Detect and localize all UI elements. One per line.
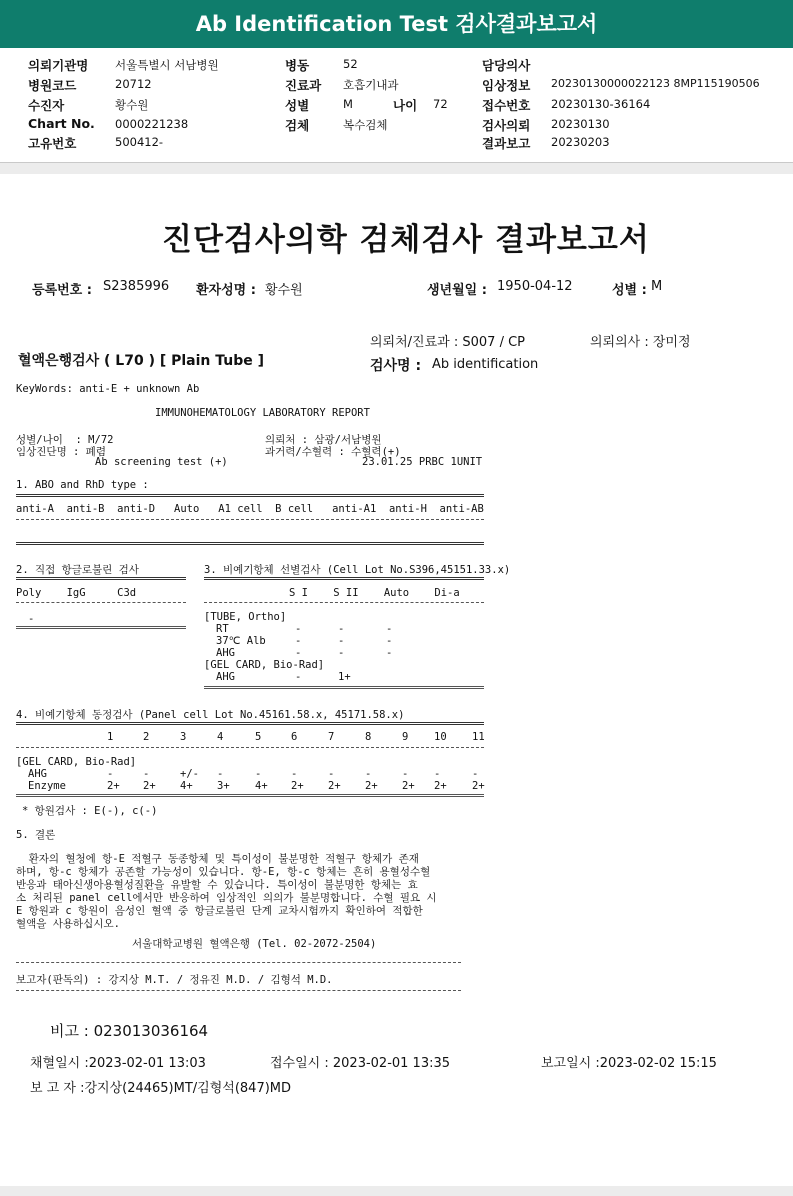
divider xyxy=(16,577,186,580)
info-label-age: 나이 xyxy=(393,98,418,113)
panel-ahg-cell-2: - xyxy=(143,768,150,780)
divider xyxy=(204,602,484,603)
panel-enzyme-cell-8: 2+ xyxy=(365,780,378,792)
panel-column-header-4: 4 xyxy=(217,731,224,743)
info-label-patient: 수진자 xyxy=(28,98,65,113)
panel-enzyme-cell-10: 2+ xyxy=(434,780,447,792)
info-label-department: 진료과 xyxy=(285,78,322,93)
report-time: 보고일시 :2023-02-02 15:15 xyxy=(541,1056,717,1071)
reg-no-label: 등록번호 : xyxy=(32,283,92,298)
dob-label: 생년월일 : xyxy=(427,283,487,298)
info-value-clinical-info: 20230130000022123 8MP115190506 xyxy=(551,77,760,90)
info-value-department: 호흡기내과 xyxy=(343,78,399,92)
sex-label: 성별 : xyxy=(612,283,647,298)
ahg-auto: - xyxy=(386,647,393,659)
patient-name-value: 황수원 xyxy=(265,283,303,298)
reg-no-value: S2385996 xyxy=(103,279,170,294)
panel-column-header-8: 8 xyxy=(365,731,372,743)
keywords: KeyWords: anti-E + unknown Ab xyxy=(16,383,200,395)
panel-enzyme-cell-2: 2+ xyxy=(143,780,156,792)
info-value-institution: 서울특별시 서남병원 xyxy=(115,58,219,72)
screening-table-header: S I S II Auto Di-a xyxy=(289,587,460,599)
conclusion-line: 혈액을 사용하십시오. xyxy=(16,918,120,930)
panel-ahg-label: AHG xyxy=(28,768,47,780)
section-title: 혈액은행검사 ( L70 ) [ Plain Tube ] xyxy=(18,353,265,369)
panel-ahg-cell-4: - xyxy=(217,768,224,780)
gel-sii: 1+ xyxy=(338,671,351,683)
divider xyxy=(204,577,484,580)
diagnosis-line: 임상진단명 : 폐렴 xyxy=(16,446,106,458)
report-title: 진단검사의학 검체검사 결과보고서 xyxy=(162,222,650,258)
patient-name-label: 환자성명 : xyxy=(196,283,256,298)
gel-ahg-label: AHG xyxy=(216,671,235,683)
dat-table-header: Poly IgG C3d xyxy=(16,587,137,599)
panel-ahg-cell-3: +/- xyxy=(180,768,199,780)
dat-result: - xyxy=(28,613,35,625)
info-label-hospital-code: 병원코드 xyxy=(28,78,77,93)
screening-section-title: 3. 비예기항체 선별검사 (Cell Lot No.S396,45151.33.x) xyxy=(204,564,511,576)
alb-label: 37℃ Alb xyxy=(216,635,266,647)
info-label-ward: 병동 xyxy=(285,58,310,73)
panel-enzyme-cell-11: 2+ xyxy=(472,780,485,792)
info-value-sex: M xyxy=(343,97,353,111)
divider xyxy=(16,722,484,725)
info-value-patient: 황수원 xyxy=(115,98,149,112)
info-value-unique-no: 500412- xyxy=(115,135,164,149)
info-value-hospital-code: 20712 xyxy=(115,77,152,91)
info-value-specimen: 복수검체 xyxy=(343,118,388,132)
info-label-requested: 검사의뢰 xyxy=(482,118,531,133)
panel-column-header-3: 3 xyxy=(180,731,187,743)
info-label-physician: 담당의사 xyxy=(482,58,531,73)
tube-method-label: [TUBE, Ortho] xyxy=(204,611,287,623)
abo-table-header: anti-A anti-B anti-D Auto A1 cell B cell anti-A1 anti-H anti-AB xyxy=(16,503,484,515)
panel-ahg-cell-1: - xyxy=(107,768,114,780)
divider xyxy=(16,494,484,497)
gel-si: - xyxy=(295,671,302,683)
rt-sii: - xyxy=(338,623,345,635)
dob-value: 1950-04-12 xyxy=(497,279,573,294)
divider xyxy=(16,626,186,629)
test-name-value: Ab identification xyxy=(432,357,539,372)
divider xyxy=(16,542,484,545)
panel-column-header-7: 7 xyxy=(328,731,335,743)
info-value-receipt-no: 20230130-36164 xyxy=(551,97,651,111)
info-label-specimen: 검체 xyxy=(285,118,310,133)
panel-column-header-10: 10 xyxy=(434,731,447,743)
alb-sii: - xyxy=(338,635,345,647)
panel-column-header-9: 9 xyxy=(402,731,409,743)
alb-auto: - xyxy=(386,635,393,647)
panel-ahg-cell-7: - xyxy=(328,768,335,780)
panel-enzyme-cell-5: 4+ xyxy=(255,780,268,792)
panel-enzyme-cell-4: 3+ xyxy=(217,780,230,792)
report-banner-title: Ab Identification Test 검사결과보고서 xyxy=(0,0,793,48)
panel-enzyme-cell-6: 2+ xyxy=(291,780,304,792)
blood-bank-contact: 서울대학교병원 혈액은행 (Tel. 02-2072-2504) xyxy=(132,938,377,950)
info-label-clinical-info: 임상정보 xyxy=(482,78,531,93)
info-value-requested: 20230130 xyxy=(551,117,610,131)
receipt-time: 접수일시 : 2023-02-01 13:35 xyxy=(270,1056,451,1071)
info-label-sex: 성별 xyxy=(285,98,310,113)
info-value-reported: 20230203 xyxy=(551,135,610,149)
panel-ahg-cell-11: - xyxy=(472,768,479,780)
ahg-label: AHG xyxy=(216,647,235,659)
requester-line: 의뢰처 : 삼광/서남병원 xyxy=(265,434,382,446)
divider xyxy=(16,519,484,520)
panel-ahg-cell-6: - xyxy=(291,768,298,780)
panel-ahg-cell-5: - xyxy=(255,768,262,780)
divider xyxy=(16,747,484,748)
screening-line: Ab screening test (+) xyxy=(95,456,228,468)
panel-enzyme-cell-7: 2+ xyxy=(328,780,341,792)
panel-enzyme-label: Enzyme xyxy=(28,780,66,792)
panel-column-header-11: 11 xyxy=(472,731,485,743)
test-name-label: 검사명 : xyxy=(370,358,422,374)
history-line: 과거력/수혈력 : 수혈력(+) xyxy=(265,446,401,458)
divider xyxy=(16,602,186,603)
scanned-report-page xyxy=(0,174,793,1186)
conclusion-title: 5. 결론 xyxy=(16,829,56,841)
dept-info: 의뢰처/진료과 : S007 / CP xyxy=(370,335,525,350)
divider xyxy=(16,794,484,797)
rt-auto: - xyxy=(386,623,393,635)
panel-column-header-2: 2 xyxy=(143,731,150,743)
gel-method-label: [GEL CARD, Bio-Rad] xyxy=(204,659,325,671)
sex-age-line: 성별/나이 : M/72 xyxy=(16,434,114,446)
ordering-doctor: 의뢰의사 : 장미정 xyxy=(590,335,691,350)
rt-si: - xyxy=(295,623,302,635)
conclusion-line: E 항원과 c 항원이 음성인 혈액 중 항글로불린 단계 교차시험까지 확인하여 적합한 xyxy=(16,905,423,917)
panel-ahg-cell-10: - xyxy=(434,768,441,780)
panel-column-header-5: 5 xyxy=(255,731,262,743)
panel-column-header-1: 1 xyxy=(107,731,114,743)
info-value-chart-no: 0000221238 xyxy=(115,117,189,131)
conclusion-line: 소 처리된 panel cell에서만 반응하여 임상적인 의의가 불분명합니다. 수혈 필요 시 xyxy=(16,892,437,904)
divider xyxy=(16,990,461,991)
info-label-receipt-no: 접수번호 xyxy=(482,98,531,113)
lab-report-title: IMMUNOHEMATOLOGY LABORATORY REPORT xyxy=(155,407,370,419)
patient-info-panel xyxy=(0,48,793,163)
panel-enzyme-cell-3: 4+ xyxy=(180,780,193,792)
panel-column-header-6: 6 xyxy=(291,731,298,743)
alb-si: - xyxy=(295,635,302,647)
divider xyxy=(16,962,461,963)
divider xyxy=(204,686,484,689)
panel-ahg-cell-8: - xyxy=(365,768,372,780)
panel-section-title: 4. 비예기항체 동정검사 (Panel cell Lot No.45161.58.x, 45171.58.x) xyxy=(16,709,405,721)
reporting-physicians: 보고자(판독의) : 강지상 M.T. / 정유진 M.D. / 김형석 M.D. xyxy=(16,974,333,986)
conclusion-line: 반응과 태아신생아용혈성질환을 유발할 수 있습니다. 특이성이 불분명한 항체는 효 xyxy=(16,879,418,891)
reporter-line: 보 고 자 :강지상(24465)MT/김형석(847)MD xyxy=(30,1081,292,1096)
info-label-unique-no: 고유번호 xyxy=(28,136,77,151)
transfusion-line: 23.01.25 PRBC 1UNIT xyxy=(362,456,483,468)
info-label-reported: 결과보고 xyxy=(482,136,531,151)
sex-value: M xyxy=(651,279,663,294)
antigen-test-line: * 항원검사 : E(-), c(-) xyxy=(22,805,158,817)
ahg-sii: - xyxy=(338,647,345,659)
panel-enzyme-cell-9: 2+ xyxy=(402,780,415,792)
panel-enzyme-cell-1: 2+ xyxy=(107,780,120,792)
collection-time: 채혈일시 :2023-02-01 13:03 xyxy=(30,1056,206,1071)
dat-section-title: 2. 직접 항글로불린 검사 xyxy=(16,564,139,576)
remarks: 비고 : 023013036164 xyxy=(50,1022,209,1040)
ahg-si: - xyxy=(295,647,302,659)
info-value-ward: 52 xyxy=(343,57,358,71)
info-value-age: 72 xyxy=(433,97,448,111)
rt-label: RT xyxy=(216,623,229,635)
info-label-institution: 의뢰기관명 xyxy=(28,58,89,73)
panel-ahg-cell-9: - xyxy=(402,768,409,780)
conclusion-line: 환자의 혈청에 항-E 적혈구 동종항체 및 특이성이 불분명한 적혈구 항체가 존재 xyxy=(16,853,419,865)
abo-section-title: 1. ABO and RhD type : xyxy=(16,479,149,491)
panel-gel-label: [GEL CARD, Bio-Rad] xyxy=(16,756,137,768)
info-label-chart-no: Chart No. xyxy=(28,116,95,131)
conclusion-line: 하며, 항-c 항체가 공존할 가능성이 있습니다. 항-E, 항-c 항체는 흔히 용혈성수혈 xyxy=(16,866,431,878)
